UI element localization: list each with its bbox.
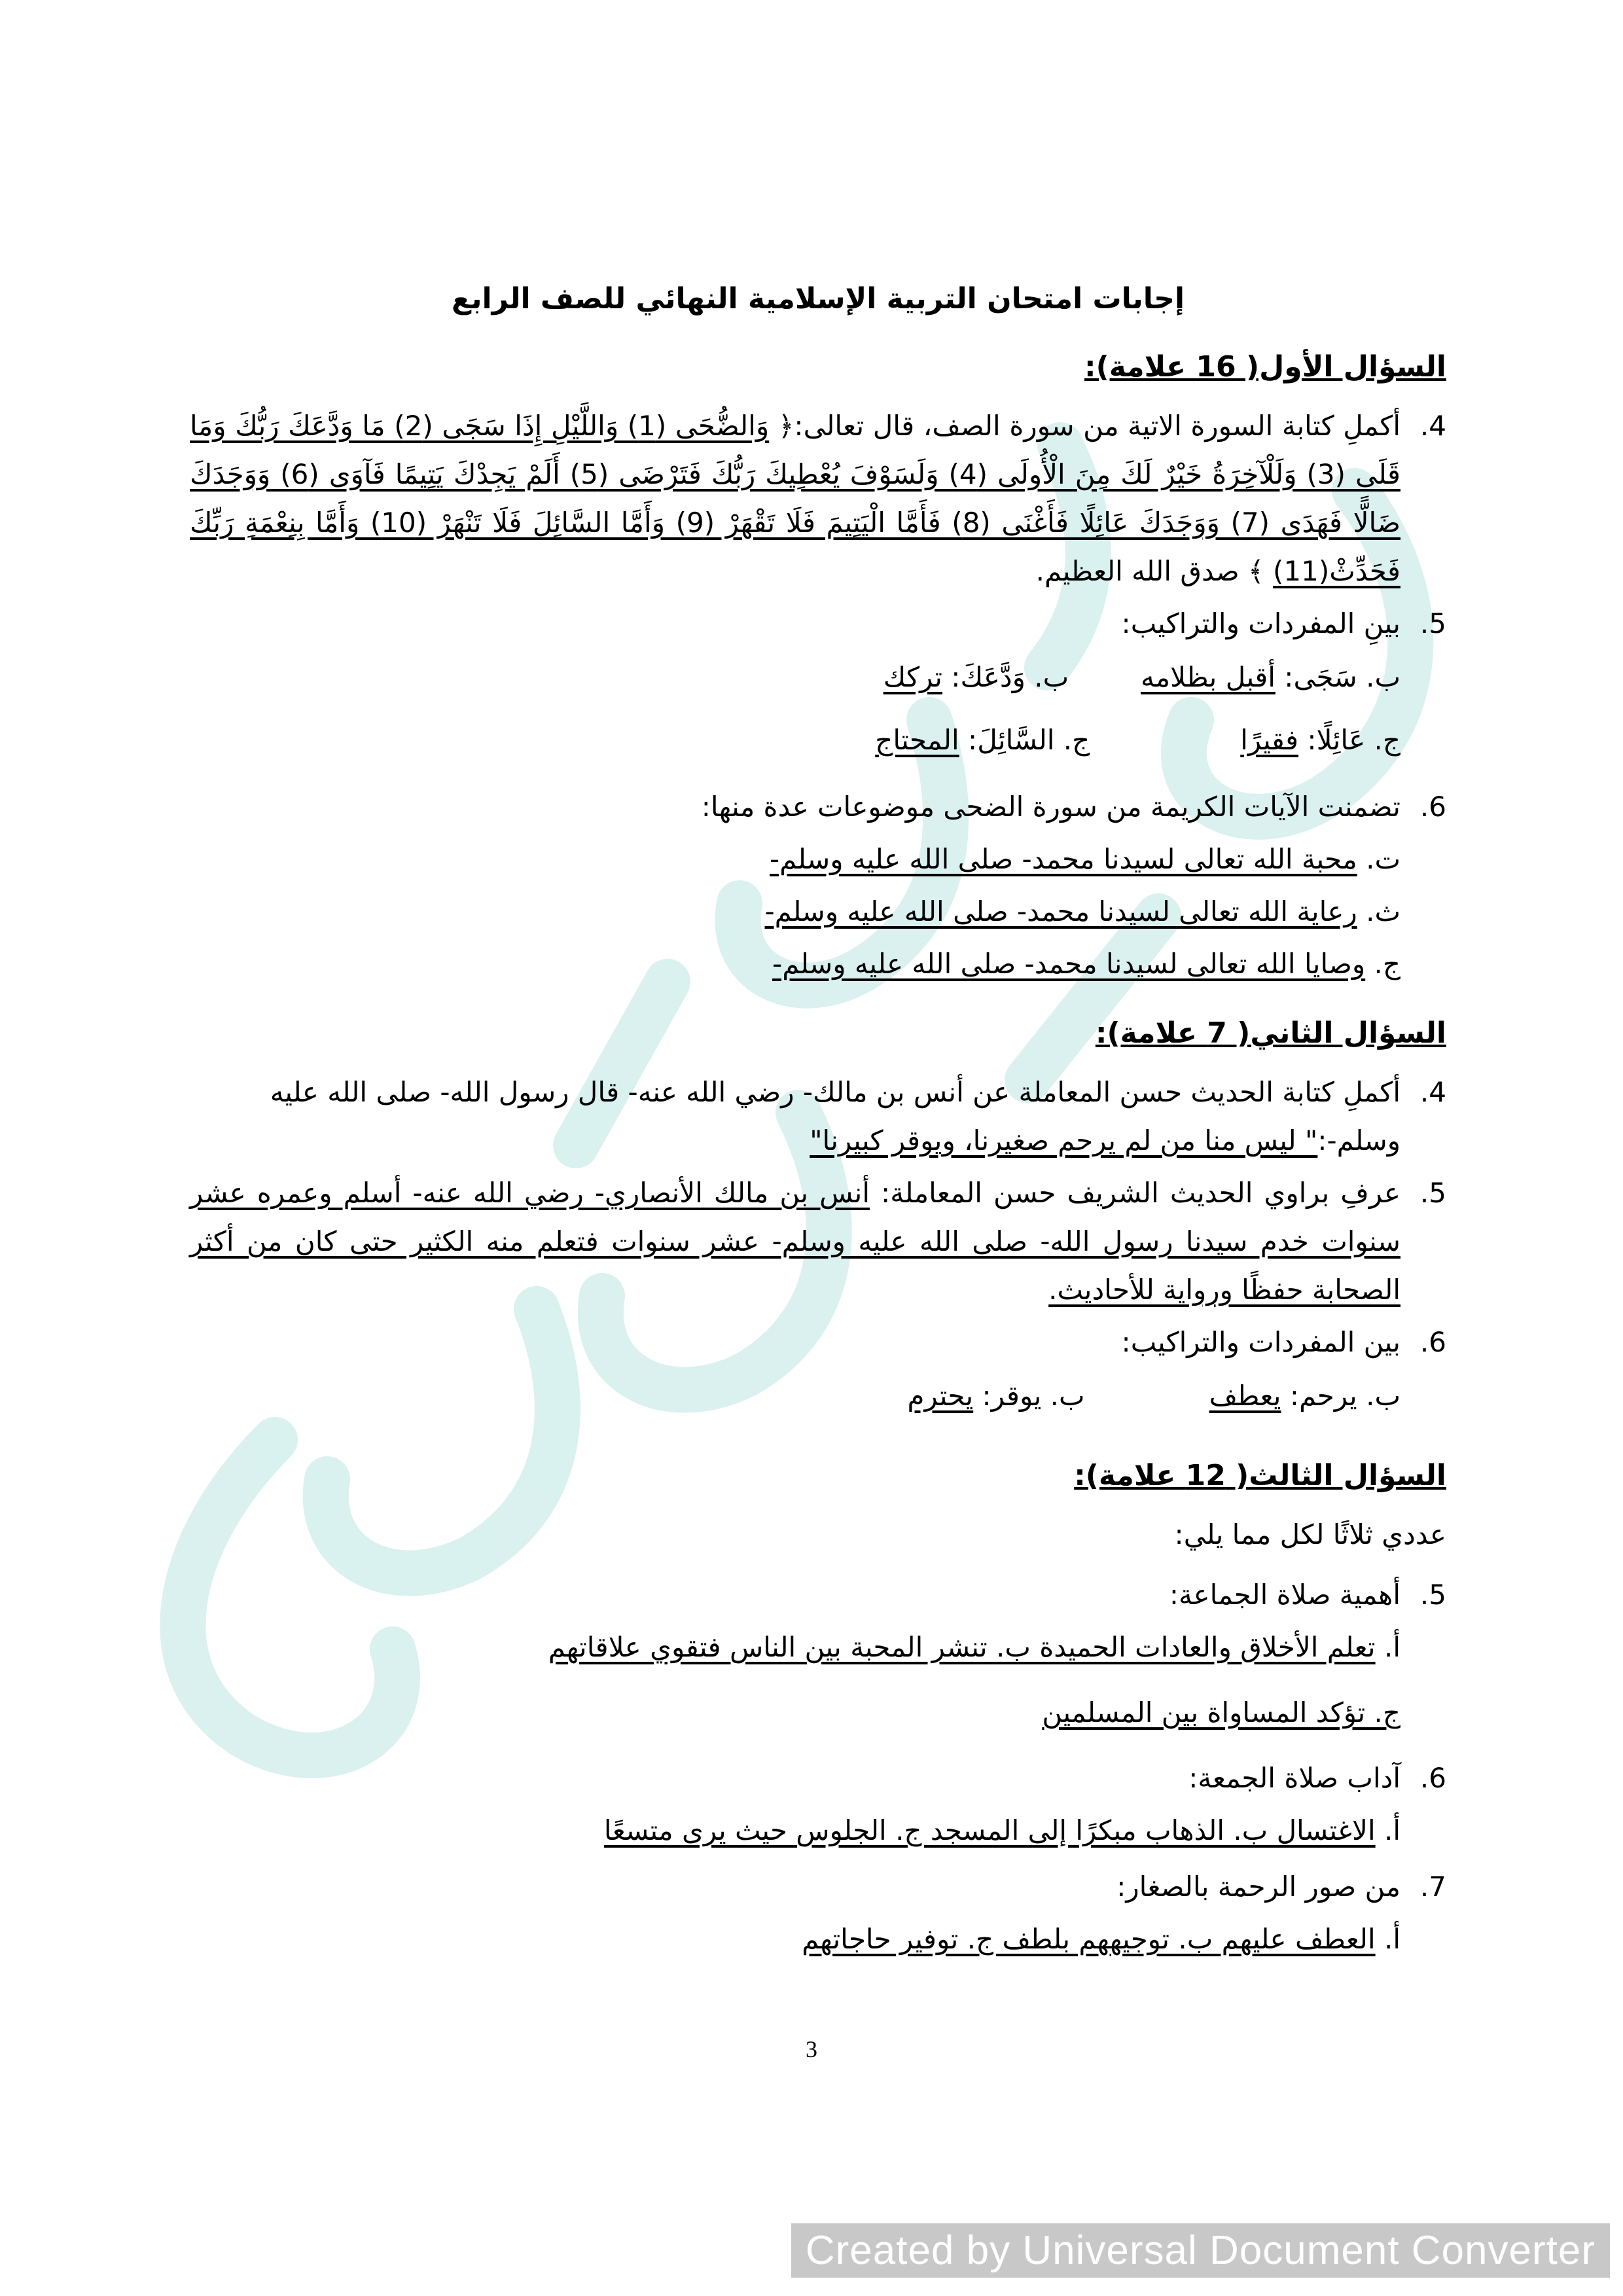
- item-text: أكملِ كتابة السورة الاتية من سورة الصف، قال تعالى:﴿: [769, 410, 1400, 442]
- item-body: [190, 783, 1400, 992]
- answer-text: تعلم الأخلاق والعادات الحميدة ب. تنشر المحبة بين الناس فتقوي علاقاتهم: [548, 1631, 1376, 1663]
- vocab-term: ب. يرحم:: [1281, 1380, 1400, 1412]
- vocab-pair: [883, 653, 1069, 702]
- item-text: عرفِ براوي الحديث الشريف حسن المعاملة:: [870, 1177, 1400, 1209]
- item-number: 6.: [1419, 1762, 1446, 1794]
- vocab-pair: [1209, 1372, 1400, 1420]
- item-text: أهمية صلاة الجماعة:: [1169, 1579, 1400, 1611]
- page-number: 3: [806, 2036, 817, 2062]
- q2-item-5: [190, 1169, 1446, 1314]
- item-text: آداب صلاة الجمعة:: [1188, 1762, 1400, 1794]
- vocab-row: [190, 716, 1400, 764]
- q2-item-6: [190, 1318, 1446, 1435]
- hadith-answer: " ليس منا من لم يرحم صغيرنا، ويوقر كبيرنا": [810, 1124, 1318, 1157]
- vocab-pair: [1240, 716, 1400, 764]
- vocab-term: ب. وَدَّعَكَ:: [942, 661, 1069, 693]
- item-number: 5.: [1419, 607, 1446, 639]
- vocab-term: ب. سَجَى:: [1275, 661, 1400, 693]
- answer-prefix: أ.: [1375, 1923, 1400, 1955]
- q1-item-5: [190, 600, 1446, 779]
- item-number: 4.: [1419, 1076, 1446, 1108]
- item-text: بينِ المفردات والتراكيب:: [1121, 607, 1400, 639]
- q1-item-4: [190, 402, 1446, 596]
- question-2-heading: السؤال الثاني( 7 علامة):: [1095, 1016, 1446, 1050]
- q2-item-4: [190, 1068, 1446, 1165]
- answer-text: محبة الله تعالى لسيدنا محمد- صلى الله عليه وسلم-: [770, 843, 1357, 875]
- vocab-pair: [1141, 653, 1400, 702]
- answer-text: الاغتسال ب. الذهاب مبكرًا إلى المسجد ج. الجلوس حيث يرى متسعًا: [603, 1814, 1376, 1846]
- vocab-term: ج. السَّائِلَ:: [959, 724, 1090, 756]
- item-text: أكملِ كتابة الحديث حسن المعاملة عن أنس بن مالك- رضي الله عنه- قال رسول الله- صلى الله عليه وسلم-:: [270, 1076, 1400, 1157]
- q3-item-6: [190, 1754, 1446, 1859]
- item-text: تضمنت الآيات الكريمة من سورة الضحى موضوعات عدة منها:: [701, 791, 1400, 823]
- answer-text: رعاية الله تعالى لسيدنا محمد- صلى الله عليه وسلم-: [764, 895, 1357, 927]
- q3-item-7: [190, 1863, 1446, 1967]
- answer-text: ج. تؤكد المساواة بين المسلمين: [1042, 1696, 1400, 1729]
- q1-item-6: [190, 783, 1446, 992]
- vocab-pair: [908, 1372, 1085, 1420]
- answer-prefix: ث.: [1357, 895, 1400, 927]
- answer-line: [190, 940, 1400, 988]
- item-number: 7.: [1419, 1871, 1446, 1903]
- answer-prefix: ج.: [1365, 948, 1400, 980]
- question-1-heading: السؤال الأول( 16 علامة):: [1084, 350, 1446, 384]
- vocab-answer: يعطف: [1209, 1380, 1281, 1412]
- item-number: 4.: [1419, 410, 1446, 442]
- vocab-answer: تركك: [883, 661, 942, 693]
- answer-line: [190, 835, 1400, 884]
- item-body: [190, 1863, 1400, 1967]
- answer-line: [190, 1806, 1400, 1855]
- vocab-pair: [875, 716, 1090, 764]
- item-body: [190, 1571, 1400, 1741]
- answer-prefix: ت.: [1357, 843, 1400, 875]
- converter-banner: Created by Universal Document Converter: [791, 2223, 1610, 2278]
- item-body: [190, 1068, 1400, 1165]
- answer-prefix: أ.: [1375, 1631, 1400, 1663]
- page-title: إجابات امتحان التربية الإسلامية النهائي للصف الرابع: [451, 282, 1185, 315]
- item-body: [190, 1318, 1400, 1435]
- surah-answer: وَالضُّحَى (1) وَاللَّيْلِ إِذَا سَجَى (2) مَا وَدَّعَكَ رَبُّكَ وَمَا قَلَى (3) وَلَلْآخِرَةُ خَيْرٌ لَكَ مِنَ الْأُولَى (4) وَلَسَوْفَ يُعْطِيكَ رَبُّكَ فَتَرْضَى (5) أَلَمْ يَجِدْكَ يَتِيمًا فَآوَى (6) وَوَجَدَكَ ضَالًّا فَهَدَى (7) وَوَجَدَكَ عَائِلًا فَأَغْنَى (8) فَأَمَّا الْيَتِيمَ فَلَا تَقْهَرْ (9) وَأَمَّا السَّائِلَ فَلَا تَنْهَرْ (10) وَأَمَّا بِنِعْمَةِ رَبِّكَ فَحَدِّثْ(11): [190, 410, 1400, 587]
- q3-instruction: عددي ثلاثًا لكل مما يلي:: [1174, 1518, 1446, 1551]
- item-number: 5.: [1419, 1579, 1446, 1611]
- item-number: 6.: [1419, 791, 1446, 823]
- answer-line: [190, 1689, 1400, 1737]
- item-body: [190, 402, 1400, 596]
- vocab-answer: المحتاج: [875, 724, 959, 756]
- q3-item-5: [190, 1571, 1446, 1741]
- item-text: بين المفردات والتراكيب:: [1121, 1326, 1400, 1358]
- vocab-answer: يحترم: [907, 1380, 974, 1412]
- answer-prefix: أ.: [1375, 1814, 1400, 1846]
- item-body: [190, 1754, 1400, 1859]
- answer-text: العطف عليهم ب. توجيههم بلطف ج. توفير حاجاتهم: [802, 1923, 1376, 1955]
- item-closing: ﴾ صدق الله العظيم.: [1035, 555, 1273, 587]
- item-number: 6.: [1419, 1326, 1446, 1358]
- answer-text: وصايا الله تعالى لسيدنا محمد- صلى الله عليه وسلم-: [772, 948, 1366, 980]
- vocab-answer: فقيرًا: [1240, 724, 1299, 756]
- answer-sheet-page: [190, 275, 1446, 1971]
- item-number: 5.: [1419, 1177, 1446, 1209]
- answer-line: [190, 888, 1400, 936]
- item-body: [190, 1169, 1400, 1314]
- question-3-heading: السؤال الثالث( 12 علامة):: [1074, 1459, 1446, 1492]
- vocab-term: ب. يوقر:: [973, 1380, 1085, 1412]
- vocab-answer: أقبل بظلامه: [1141, 661, 1275, 693]
- vocab-term: ج. عَائِلًا:: [1298, 724, 1400, 756]
- vocab-row: [190, 1372, 1400, 1420]
- item-text: من صور الرحمة بالصغار:: [1116, 1871, 1400, 1903]
- item-body: [190, 600, 1400, 779]
- answer-line: [190, 1915, 1400, 1964]
- vocab-row: [190, 653, 1400, 702]
- answer-line: [190, 1623, 1400, 1672]
- narrator-answer: أنس بن مالك الأنصاري- رضي الله عنه- أسلم وعمره عشر سنوات خدم سيدنا رسول الله- صلى الله عليه وسلم- عشر سنوات فتعلم منه الكثير حتى كان من أكثر الصحابة حفظًا ورواية للأحاديث.: [190, 1177, 1400, 1306]
